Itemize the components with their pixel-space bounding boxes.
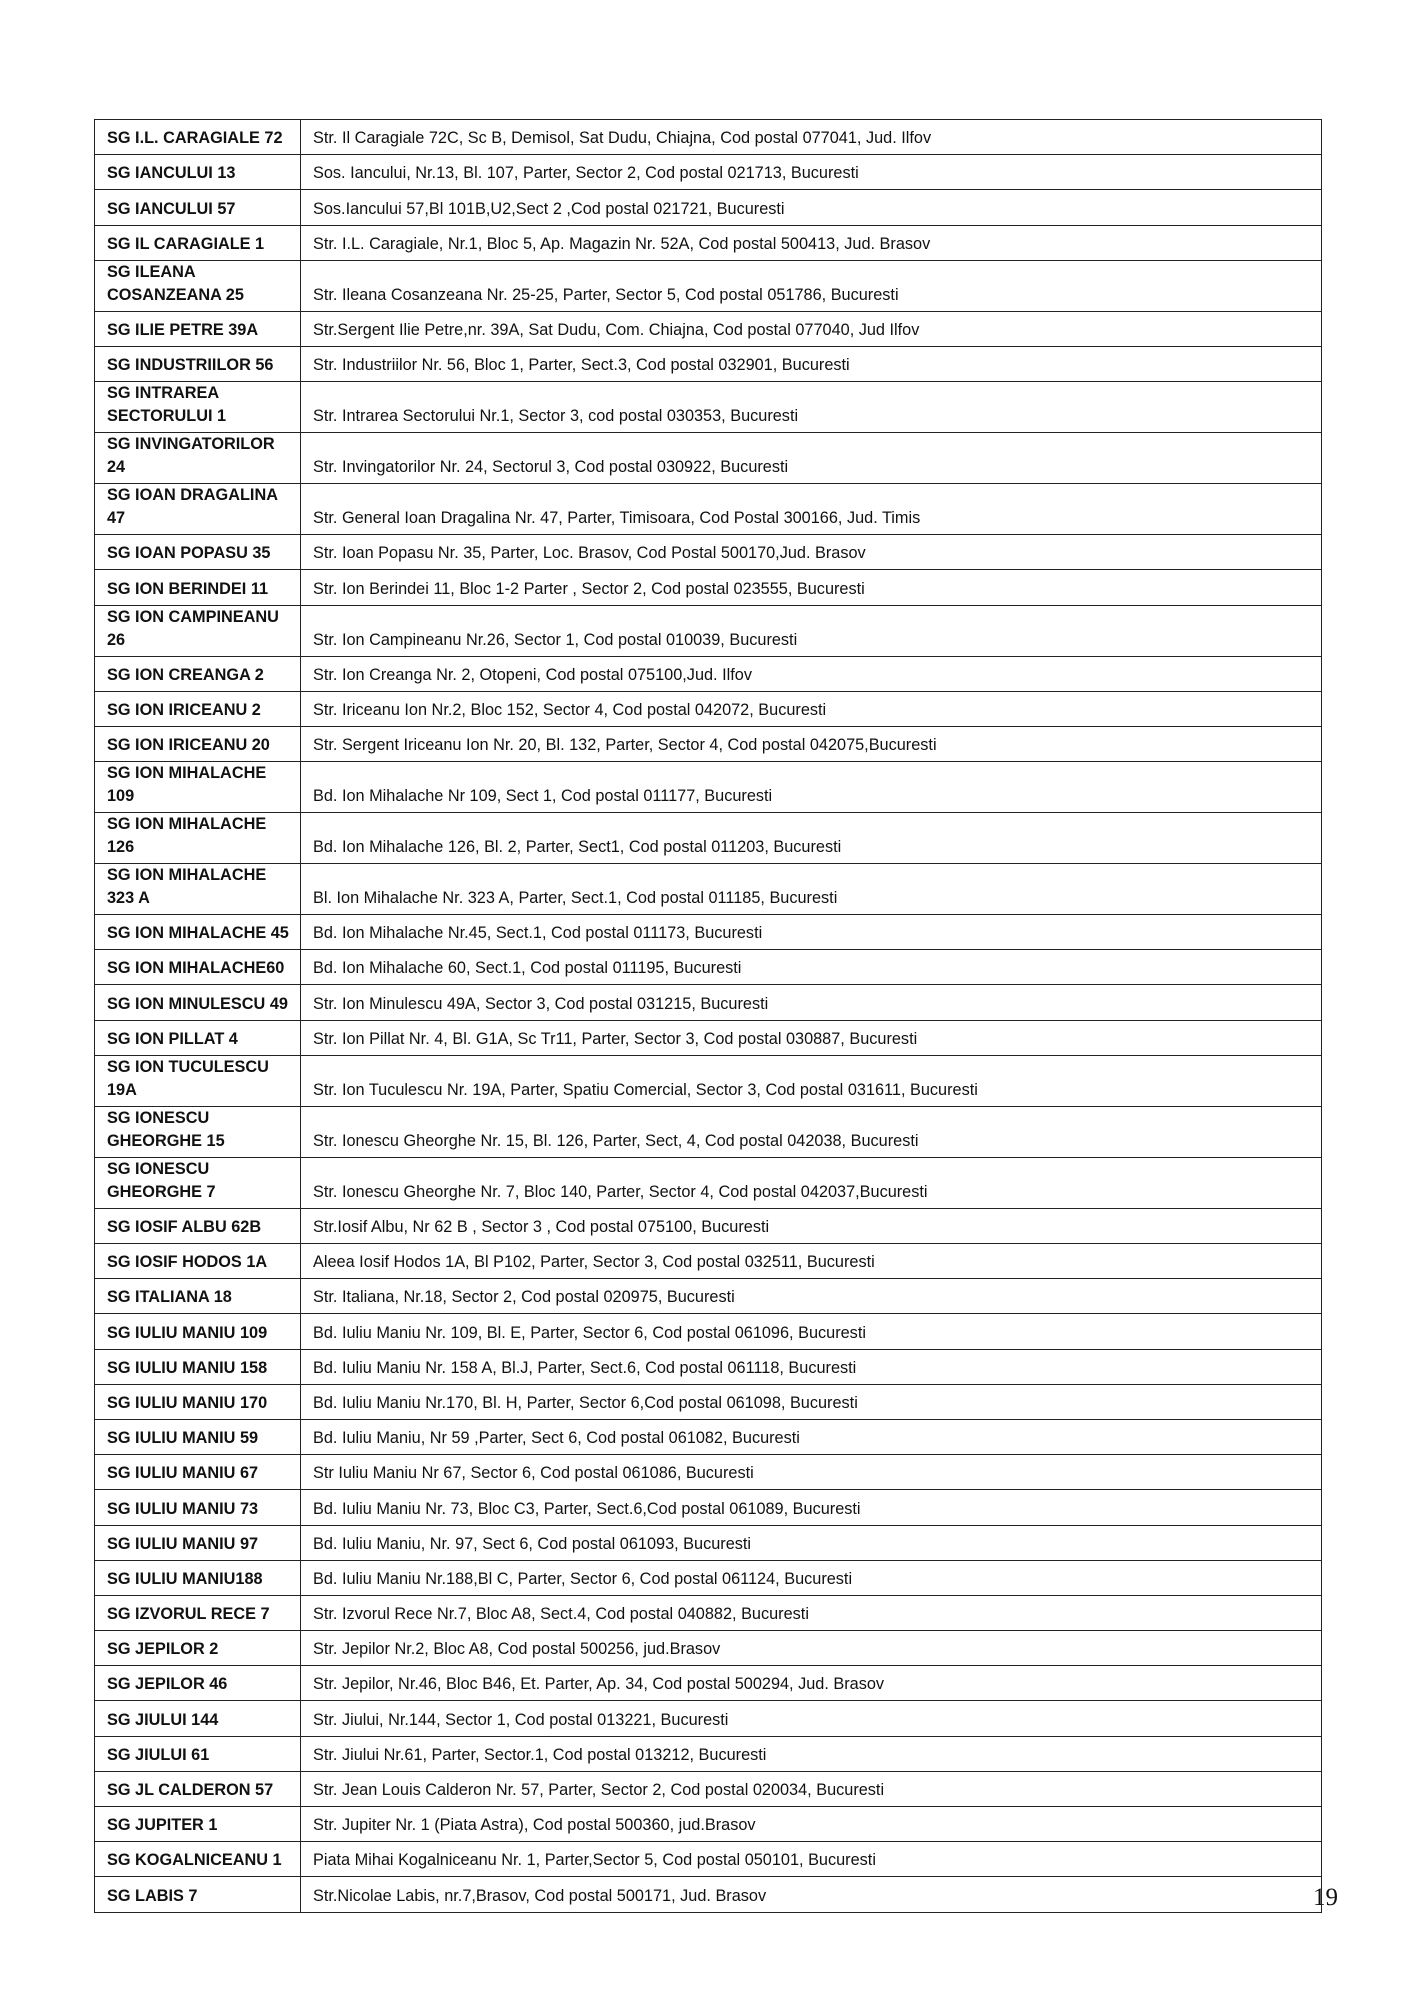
branch-address-cell: Str. General Ioan Dragalina Nr. 47, Parter, Timisoara, Cod Postal 300166, Jud. Timis [301,484,1322,535]
branch-name-cell: SG ILEANA COSANZEANA 25 [95,260,301,311]
branch-name-cell: SG IANCULUI 57 [95,190,301,225]
branch-address-cell: Str. Ion Campineanu Nr.26, Sector 1, Cod postal 010039, Bucuresti [301,605,1322,656]
table-row [95,1384,1322,1419]
table-row [95,950,1322,985]
branch-address-cell: Str. Jiului, Nr.144, Sector 1, Cod postal 013221, Bucuresti [301,1701,1322,1736]
branch-name-cell: SG IULIU MANIU 170 [95,1384,301,1419]
branch-address-cell: Str. Jean Louis Calderon Nr. 57, Parter, Sector 2, Cod postal 020034, Bucuresti [301,1771,1322,1806]
branch-address-cell: Piata Mihai Kogalniceanu Nr. 1, Parter,Sector 5, Cod postal 050101, Bucuresti [301,1842,1322,1877]
branch-name-cell: SG ILIE PETRE 39A [95,311,301,346]
branch-address-cell: Str. Ion Tuculescu Nr. 19A, Parter, Spatiu Comercial, Sector 3, Cod postal 031611, Bucuresti [301,1055,1322,1106]
branch-name-cell: SG IULIU MANIU 59 [95,1419,301,1454]
branch-name-cell: SG ION IRICEANU 20 [95,726,301,761]
branch-name-cell: SG LABIS 7 [95,1877,301,1912]
branch-name-cell: SG KOGALNICEANU 1 [95,1842,301,1877]
branch-address-cell: Str. Ileana Cosanzeana Nr. 25-25, Parter, Sector 5, Cod postal 051786, Bucuresti [301,260,1322,311]
branch-address-cell: Str. Ion Berindei 11, Bloc 1-2 Parter , Sector 2, Cod postal 023555, Bucuresti [301,570,1322,605]
branch-name-cell: SG IOAN POPASU 35 [95,535,301,570]
table-row [95,1419,1322,1454]
table-row [95,260,1322,311]
branch-address-cell: Str. Intrarea Sectorului Nr.1, Sector 3, cod postal 030353, Bucuresti [301,382,1322,433]
branch-address-cell: Bd. Iuliu Maniu Nr. 158 A, Bl.J, Parter, Sect.6, Cod postal 061118, Bucuresti [301,1349,1322,1384]
branch-address-cell: Bd. Iuliu Maniu Nr.170, Bl. H, Parter, Sector 6,Cod postal 061098, Bucuresti [301,1384,1322,1419]
branch-name-cell: SG IULIU MANIU188 [95,1560,301,1595]
table-row [95,1525,1322,1560]
table-row [95,691,1322,726]
table-row [95,813,1322,864]
branch-name-cell: SG IULIU MANIU 67 [95,1455,301,1490]
table-row [95,311,1322,346]
table-row [95,985,1322,1020]
branch-address-cell: Bd. Iuliu Maniu, Nr 59 ,Parter, Sect 6, Cod postal 061082, Bucuresti [301,1419,1322,1454]
table-row [95,1157,1322,1208]
branch-address-cell: Bd. Ion Mihalache 126, Bl. 2, Parter, Sect1, Cod postal 011203, Bucuresti [301,813,1322,864]
table-row [95,864,1322,915]
branch-name-cell: SG IULIU MANIU 158 [95,1349,301,1384]
table-row [95,1055,1322,1106]
branch-name-cell: SG IULIU MANIU 109 [95,1314,301,1349]
branch-name-cell: SG JIULUI 144 [95,1701,301,1736]
table-row [95,225,1322,260]
branch-name-cell: SG ION MIHALACHE 109 [95,762,301,813]
table-body [95,120,1322,1913]
branch-address-cell: Str. Il Caragiale 72C, Sc B, Demisol, Sat Dudu, Chiajna, Cod postal 077041, Jud. Ilfov [301,120,1322,155]
branch-address-cell: Bd. Ion Mihalache Nr.45, Sect.1, Cod postal 011173, Bucuresti [301,915,1322,950]
table-row [95,570,1322,605]
branch-name-cell: SG ION MIHALACHE 323 A [95,864,301,915]
table-row [95,1106,1322,1157]
branch-name-cell: SG INDUSTRIILOR 56 [95,346,301,381]
branch-address-cell: Str.Sergent Ilie Petre,nr. 39A, Sat Dudu, Com. Chiajna, Cod postal 077040, Jud Ilfov [301,311,1322,346]
branch-address-cell: Str. Ioan Popasu Nr. 35, Parter, Loc. Brasov, Cod Postal 500170,Jud. Brasov [301,535,1322,570]
branch-address-cell: Str Iuliu Maniu Nr 67, Sector 6, Cod postal 061086, Bucuresti [301,1455,1322,1490]
table-row [95,605,1322,656]
branch-address-table [94,119,1322,1913]
branch-address-cell: Str. Izvorul Rece Nr.7, Bloc A8, Sect.4, Cod postal 040882, Bucuresti [301,1595,1322,1630]
table-row [95,1208,1322,1243]
branch-address-cell: Bd. Iuliu Maniu Nr.188,Bl C, Parter, Sector 6, Cod postal 061124, Bucuresti [301,1560,1322,1595]
branch-name-cell: SG ION MIHALACHE 45 [95,915,301,950]
table-row [95,726,1322,761]
branch-name-cell: SG IOAN DRAGALINA 47 [95,484,301,535]
table-row [95,1314,1322,1349]
branch-address-cell: Str. Industriilor Nr. 56, Bloc 1, Parter, Sect.3, Cod postal 032901, Bucuresti [301,346,1322,381]
table-row [95,762,1322,813]
branch-address-cell: Str. I.L. Caragiale, Nr.1, Bloc 5, Ap. Magazin Nr. 52A, Cod postal 500413, Jud. Brasov [301,225,1322,260]
page-number: 19 [1313,1884,1338,1911]
branch-name-cell: SG JIULUI 61 [95,1736,301,1771]
table-row [95,1701,1322,1736]
table-row [95,190,1322,225]
branch-name-cell: SG ION CAMPINEANU 26 [95,605,301,656]
branch-name-cell: SG IOSIF ALBU 62B [95,1208,301,1243]
table-row [95,382,1322,433]
table-row [95,1349,1322,1384]
table-row [95,1842,1322,1877]
branch-name-cell: SG ITALIANA 18 [95,1279,301,1314]
table-row [95,1560,1322,1595]
table-row [95,155,1322,190]
branch-address-cell: Str. Ionescu Gheorghe Nr. 15, Bl. 126, Parter, Sect, 4, Cod postal 042038, Bucuresti [301,1106,1322,1157]
branch-address-cell: Bd. Iuliu Maniu Nr. 109, Bl. E, Parter, Sector 6, Cod postal 061096, Bucuresti [301,1314,1322,1349]
branch-address-cell: Str. Invingatorilor Nr. 24, Sectorul 3, Cod postal 030922, Bucuresti [301,433,1322,484]
branch-address-cell: Bd. Ion Mihalache Nr 109, Sect 1, Cod postal 011177, Bucuresti [301,762,1322,813]
table-row [95,1595,1322,1630]
table-row [95,535,1322,570]
table-row [95,1807,1322,1842]
branch-address-cell: Bl. Ion Mihalache Nr. 323 A, Parter, Sect.1, Cod postal 011185, Bucuresti [301,864,1322,915]
branch-address-cell: Str.Iosif Albu, Nr 62 B , Sector 3 , Cod postal 075100, Bucuresti [301,1208,1322,1243]
branch-address-cell: Str. Ion Minulescu 49A, Sector 3, Cod postal 031215, Bucuresti [301,985,1322,1020]
branch-address-cell: Sos.Iancului 57,Bl 101B,U2,Sect 2 ,Cod postal 021721, Bucuresti [301,190,1322,225]
table-row [95,433,1322,484]
branch-address-cell: Str. Ion Creanga Nr. 2, Otopeni, Cod postal 075100,Jud. Ilfov [301,656,1322,691]
branch-name-cell: SG ION BERINDEI 11 [95,570,301,605]
branch-name-cell: SG IL CARAGIALE 1 [95,225,301,260]
branch-address-cell: Aleea Iosif Hodos 1A, Bl P102, Parter, Sector 3, Cod postal 032511, Bucuresti [301,1244,1322,1279]
branch-name-cell: SG INVINGATORILOR 24 [95,433,301,484]
branch-name-cell: SG ION CREANGA 2 [95,656,301,691]
branch-address-cell: Str. Italiana, Nr.18, Sector 2, Cod postal 020975, Bucuresti [301,1279,1322,1314]
table-row [95,656,1322,691]
branch-name-cell: SG JL CALDERON 57 [95,1771,301,1806]
table-row [95,1490,1322,1525]
branch-address-cell: Str. Jiului Nr.61, Parter, Sector.1, Cod postal 013212, Bucuresti [301,1736,1322,1771]
branch-name-cell: SG ION PILLAT 4 [95,1020,301,1055]
branch-name-cell: SG JEPILOR 2 [95,1631,301,1666]
branch-name-cell: SG IULIU MANIU 73 [95,1490,301,1525]
branch-address-cell: Str. Sergent Iriceanu Ion Nr. 20, Bl. 132, Parter, Sector 4, Cod postal 042075,Bucuresti [301,726,1322,761]
table-row [95,1631,1322,1666]
table-row [95,915,1322,950]
branch-address-cell: Str. Jepilor Nr.2, Bloc A8, Cod postal 500256, jud.Brasov [301,1631,1322,1666]
branch-name-cell: SG INTRAREA SECTORULUI 1 [95,382,301,433]
branch-name-cell: SG JEPILOR 46 [95,1666,301,1701]
branch-name-cell: SG ION MIHALACHE60 [95,950,301,985]
table-row [95,1771,1322,1806]
branch-address-cell: Str.Nicolae Labis, nr.7,Brasov, Cod postal 500171, Jud. Brasov [301,1877,1322,1912]
branch-name-cell: SG ION MINULESCU 49 [95,985,301,1020]
branch-name-cell: SG IONESCU GHEORGHE 15 [95,1106,301,1157]
branch-name-cell: SG ION IRICEANU 2 [95,691,301,726]
branch-address-cell: Str. Jupiter Nr. 1 (Piata Astra), Cod postal 500360, jud.Brasov [301,1807,1322,1842]
table-row [95,1244,1322,1279]
table-row [95,1279,1322,1314]
table-row [95,1736,1322,1771]
table-row [95,484,1322,535]
branch-name-cell: SG IOSIF HODOS 1A [95,1244,301,1279]
branch-address-cell: Str. Ionescu Gheorghe Nr. 7, Bloc 140, Parter, Sector 4, Cod postal 042037,Bucuresti [301,1157,1322,1208]
table-row [95,346,1322,381]
branch-address-cell: Sos. Iancului, Nr.13, Bl. 107, Parter, Sector 2, Cod postal 021713, Bucuresti [301,155,1322,190]
table-row [95,1877,1322,1912]
table-row [95,120,1322,155]
branch-name-cell: SG JUPITER 1 [95,1807,301,1842]
branch-address-cell: Bd. Iuliu Maniu, Nr. 97, Sect 6, Cod postal 061093, Bucuresti [301,1525,1322,1560]
branch-name-cell: SG IULIU MANIU 97 [95,1525,301,1560]
branch-address-cell: Bd. Ion Mihalache 60, Sect.1, Cod postal 011195, Bucuresti [301,950,1322,985]
branch-address-cell: Str. Jepilor, Nr.46, Bloc B46, Et. Parter, Ap. 34, Cod postal 500294, Jud. Brasov [301,1666,1322,1701]
branch-name-cell: SG IANCULUI 13 [95,155,301,190]
branch-name-cell: SG IZVORUL RECE 7 [95,1595,301,1630]
branch-name-cell: SG ION TUCULESCU 19A [95,1055,301,1106]
table-row [95,1455,1322,1490]
branch-address-cell: Str. Iriceanu Ion Nr.2, Bloc 152, Sector 4, Cod postal 042072, Bucuresti [301,691,1322,726]
branch-address-cell: Bd. Iuliu Maniu Nr. 73, Bloc C3, Parter, Sect.6,Cod postal 061089, Bucuresti [301,1490,1322,1525]
branch-name-cell: SG I.L. CARAGIALE 72 [95,120,301,155]
branch-name-cell: SG ION MIHALACHE 126 [95,813,301,864]
table-row [95,1666,1322,1701]
table-row [95,1020,1322,1055]
branch-address-cell: Str. Ion Pillat Nr. 4, Bl. G1A, Sc Tr11, Parter, Sector 3, Cod postal 030887, Bucuresti [301,1020,1322,1055]
branch-name-cell: SG IONESCU GHEORGHE 7 [95,1157,301,1208]
